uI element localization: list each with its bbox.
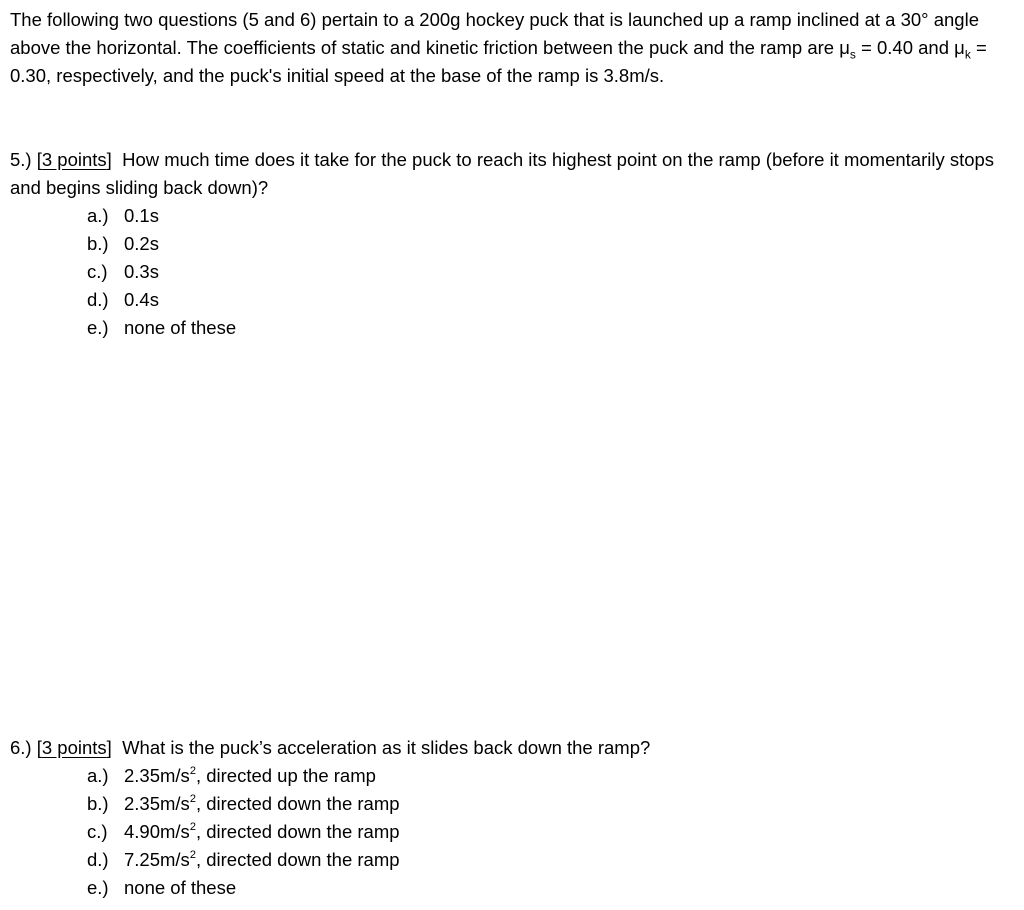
unit-superscript: 2 [189,764,196,777]
points-bracket-open: [ [36,737,42,758]
question-6-stem [10,734,1010,762]
unit-superscript: 2 [189,848,196,861]
option-letter: c.) [87,261,108,282]
option-e [10,314,1010,342]
option-e [10,874,1010,902]
points-bracket-close: ] [106,737,112,758]
intro-text-part3: = 0.30, respectively, and the puck's initial speed at the base of the ramp is 3.8m/s. [10,37,987,86]
option-value: 7.25m/s [124,849,190,870]
option-text [124,762,376,790]
option-value: 2.35m/s [124,765,190,786]
intro-text-part2: = 0.40 and [855,37,955,58]
question-text: How much time does it take for the puck to reach its highest point on the ramp (before it momentarily stops and begins sliding back down)? [10,149,1000,198]
intro-paragraph [10,6,1010,90]
option-direction: , directed down the ramp [195,821,400,842]
option-text [124,790,400,818]
mu-symbol: μ [839,37,850,58]
option-letter: c.) [87,821,108,842]
option-d [10,286,1010,314]
option-letter: a.) [87,765,109,786]
option-direction: , directed up the ramp [195,765,376,786]
option-c [10,258,1010,286]
question-number: 6.) [10,737,37,758]
option-letter: b.) [87,233,109,254]
points-bracket-close: ] [106,149,112,170]
option-direction: , directed down the ramp [195,849,400,870]
question-5-options [10,202,1010,342]
points-label: 3 points [41,149,107,170]
option-letter: e.) [87,317,109,338]
option-letter: b.) [87,793,109,814]
option-letter: d.) [87,289,109,310]
question-6 [10,734,1010,902]
points-bracket-open: [ [36,149,42,170]
question-number: 5.) [10,149,37,170]
question-text: What is the puck’s acceleration as it slides back down the ramp? [111,737,651,758]
option-direction: , directed down the ramp [195,793,400,814]
option-c [10,818,1010,846]
mu-s-subscript: s [849,47,856,62]
option-value: 2.35m/s [124,793,190,814]
question-5 [10,146,1010,342]
intro-text-part1: The following two questions (5 and 6) pertain to a 200g hockey puck that is launched up a ramp inclined at a 30° angle above the horizontal. The coefficients of static and kinetic friction between the puck and the ramp are [10,9,979,58]
option-text: 0.4s [124,289,159,310]
option-b [10,230,1010,258]
option-text: 0.2s [124,233,159,254]
points-label: 3 points [41,737,107,758]
unit-superscript: 2 [189,792,196,805]
option-text: 0.1s [124,205,159,226]
option-text: none of these [124,877,237,898]
unit-superscript: 2 [189,820,196,833]
mu-symbol: μ [954,37,965,58]
option-text: 0.3s [124,261,159,282]
option-a [10,762,1010,790]
option-text [124,846,400,874]
question-6-options [10,762,1010,902]
option-letter: a.) [87,205,109,226]
option-value: 4.90m/s [124,821,190,842]
option-a [10,202,1010,230]
option-text [124,818,400,846]
option-d [10,846,1010,874]
option-letter: e.) [87,877,109,898]
option-text: none of these [124,317,237,338]
question-5-stem [10,146,1010,202]
option-b [10,790,1010,818]
option-letter: d.) [87,849,109,870]
mu-k-subscript: k [964,47,971,62]
